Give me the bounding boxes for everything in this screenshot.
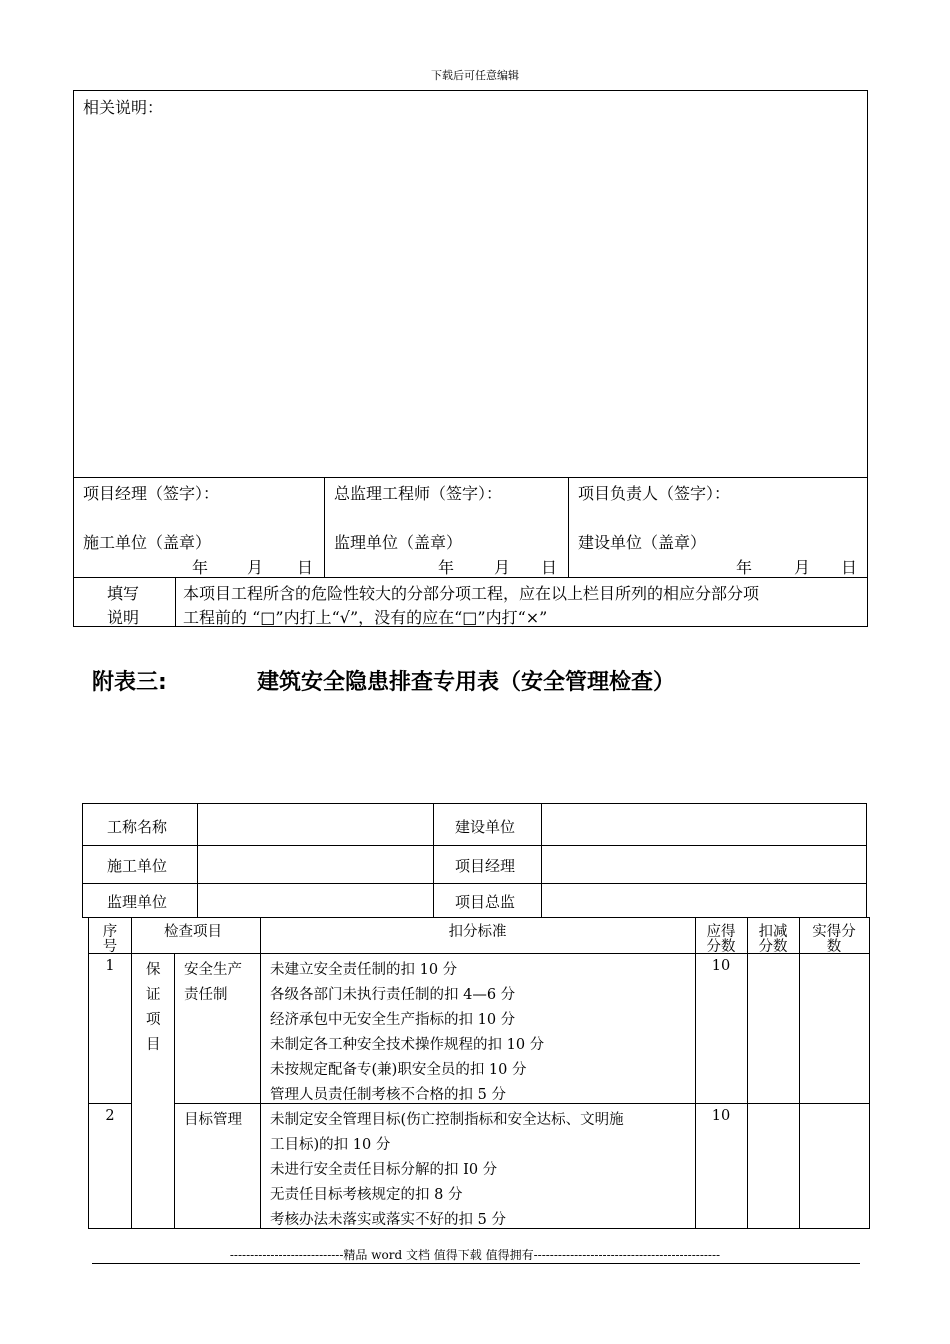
header-check-item: 检查项目 (164, 924, 222, 940)
due-score: 10 (711, 958, 731, 974)
construction-unit-stamp-label: 施工单位（盖章） (83, 533, 212, 552)
date-year: 年 (192, 558, 209, 577)
project-info-table (82, 803, 867, 918)
related-notes-area[interactable] (74, 121, 867, 476)
fill-instructions-label-line2: 说明 (107, 608, 140, 627)
date-day: 日 (841, 558, 858, 577)
project-name-label: 工称名称 (107, 818, 168, 836)
date-month: 月 (494, 558, 511, 577)
criterion-text: 管理人员责任制考核不合格的扣 5 分 (270, 1087, 506, 1103)
construction-unit-field[interactable] (205, 855, 425, 875)
chief-supervisor-signature-label: 总监理工程师（签字）： (334, 484, 503, 503)
criterion-text: 工目标)的扣 10 分 (270, 1137, 391, 1153)
header-due-score-line1: 应得 (706, 924, 736, 940)
fill-instructions-text-line1: 本项目工程所含的危险性较大的分部分项工程，应在以上栏目所列的相应分部分项 (183, 584, 760, 603)
criterion-text: 考核办法未落实或落实不好的扣 5 分 (270, 1212, 506, 1228)
related-notes-label: 相关说明： (83, 98, 164, 117)
category-char: 保 (146, 962, 161, 978)
due-score: 10 (711, 1108, 731, 1124)
construction-unit-label: 施工单位 (107, 857, 168, 875)
chief-supervisor-label: 项目总监 (455, 893, 516, 911)
project-manager-field[interactable] (549, 855, 859, 875)
deducted-score-cell[interactable] (749, 958, 797, 1098)
category-char: 项 (146, 1012, 161, 1028)
footer-text: ----------------------------精品 word 文档 值得下载 值得拥有---------------------------------------------- (229, 1248, 721, 1262)
header-actual-score-line1: 实得分 (812, 924, 856, 940)
safety-check-table (88, 917, 870, 1229)
criterion-text: 各级各部门未执行责任制的扣 4—6 分 (270, 987, 516, 1003)
deducted-score-cell[interactable] (749, 1108, 797, 1223)
actual-score-cell[interactable] (801, 958, 867, 1098)
date-year: 年 (438, 558, 455, 577)
row-item-line1: 安全生产 (184, 962, 242, 978)
header-actual-score-line2: 数 (826, 939, 842, 955)
header-seq-line1: 序 (102, 924, 118, 940)
supervision-unit-label: 监理单位 (107, 893, 168, 911)
owner-unit-stamp-label: 建设单位（盖章） (578, 533, 707, 552)
row-seq: 2 (105, 1108, 115, 1124)
header-deducted-score-line1: 扣减 (758, 924, 788, 940)
project-name-field[interactable] (205, 816, 425, 836)
date-day: 日 (297, 558, 314, 577)
project-manager-label: 项目经理 (455, 857, 516, 875)
appendix-label: 附表三: (92, 670, 167, 695)
row-item-line1: 目标管理 (184, 1112, 242, 1128)
header-deducted-score-line2: 分数 (758, 939, 788, 955)
criterion-text: 未制定各工种安全技术操作规程的扣 10 分 (270, 1037, 545, 1053)
chief-supervisor-field[interactable] (549, 891, 859, 911)
category-char: 目 (146, 1037, 161, 1053)
criterion-text: 未按规定配备专(兼)职安全员的扣 10 分 (270, 1062, 527, 1078)
criterion-text: 未制定安全管理目标(伤亡控制指标和安全达标、文明施 (270, 1112, 624, 1128)
criterion-text: 未建立安全责任制的扣 10 分 (270, 962, 458, 978)
header-due-score-line2: 分数 (706, 939, 736, 955)
pm-signature-label: 项目经理（签字）： (83, 484, 220, 503)
row-seq: 1 (105, 958, 115, 974)
appendix-title: 建筑安全隐患排查专用表（安全管理检查） (257, 670, 676, 695)
supervision-unit-field[interactable] (205, 891, 425, 911)
header-note: 下载后可任意编辑 (431, 69, 519, 82)
fill-instructions-text-line2: 工程前的 “□”内打上“√”，没有的应在“□”内打“×” (183, 608, 548, 627)
row-item-line2: 责任制 (184, 987, 228, 1003)
footer-rule (92, 1263, 860, 1264)
category-char: 证 (146, 987, 161, 1003)
date-year: 年 (736, 558, 753, 577)
date-day: 日 (541, 558, 558, 577)
supervision-unit-stamp-label: 监理单位（盖章） (334, 533, 463, 552)
criterion-text: 无责任目标考核规定的扣 8 分 (270, 1187, 463, 1203)
date-month: 月 (794, 558, 811, 577)
header-seq-line2: 号 (102, 939, 118, 955)
notes-signature-box (73, 90, 868, 627)
criterion-text: 未进行安全责任目标分解的扣 I0 分 (270, 1162, 498, 1178)
header-deduction-standard: 扣分标准 (448, 924, 507, 940)
actual-score-cell[interactable] (801, 1108, 867, 1223)
fill-instructions-label-line1: 填写 (107, 584, 140, 603)
owner-unit-field[interactable] (549, 816, 859, 836)
project-lead-signature-label: 项目负责人（签字）： (578, 484, 731, 503)
owner-unit-label: 建设单位 (455, 818, 516, 836)
date-month: 月 (247, 558, 264, 577)
criterion-text: 经济承包中无安全生产指标的扣 10 分 (270, 1012, 516, 1028)
